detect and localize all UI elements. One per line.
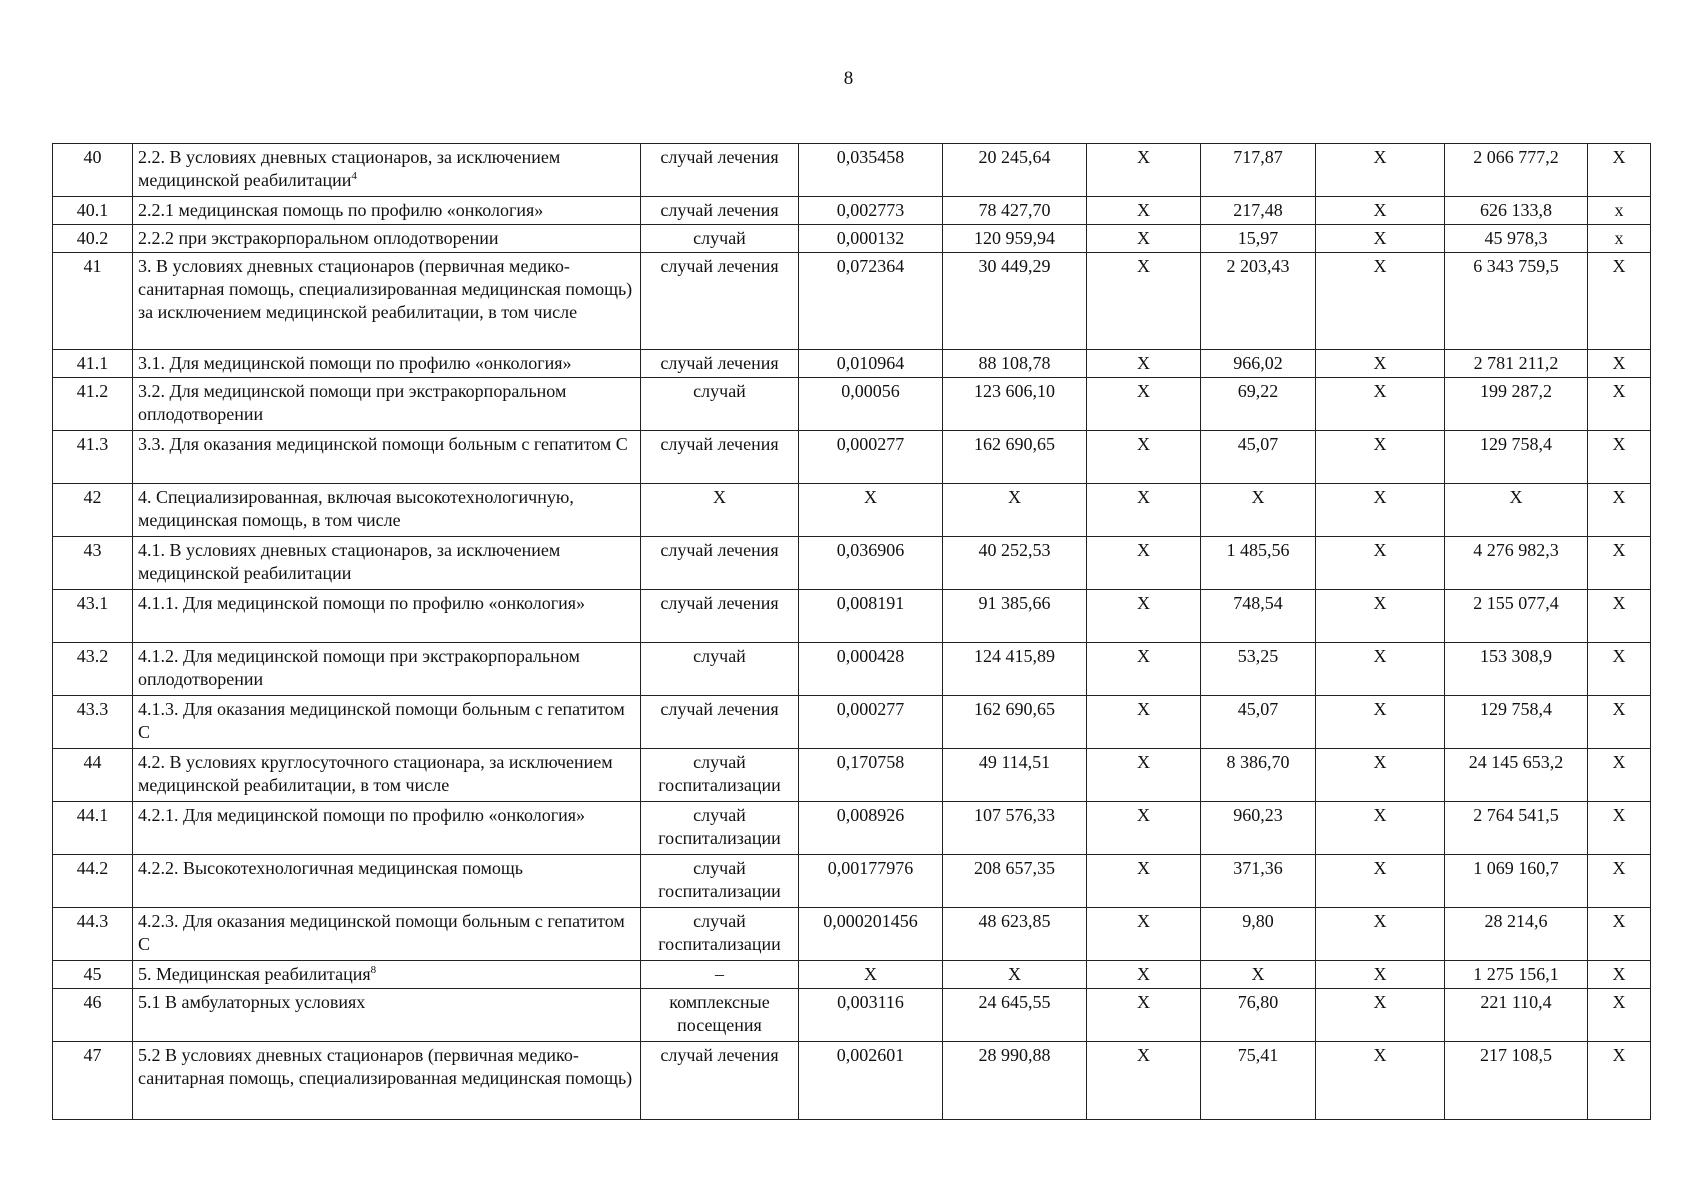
cell-row-number: 44.2 (53, 855, 133, 908)
cell-col-x-3: X (1588, 749, 1651, 802)
cell-col-x-3: X (1588, 1042, 1651, 1120)
cell-cost: 28 990,88 (943, 1042, 1087, 1120)
cell-per-capita: 966,02 (1201, 350, 1316, 378)
cell-norm: 0,00056 (799, 378, 943, 431)
row-name-text: 4.1.3. Для оказания медицинской помощи больным с гепатитом С (138, 699, 625, 742)
cell-row-number: 44.3 (53, 908, 133, 961)
cell-row-number: 42 (53, 484, 133, 537)
row-name-text: 2.2.2 при экстракорпоральном оплодотворении (138, 228, 499, 248)
cell-col-x-2: X (1316, 484, 1445, 537)
cell-unit: случай лечения (641, 1042, 799, 1120)
cell-unit: комплексные посещения (641, 989, 799, 1042)
footnote-marker: 4 (351, 170, 357, 182)
cell-col-x-1: X (1087, 1042, 1201, 1120)
cell-col-x-2: X (1316, 378, 1445, 431)
cell-unit: случай лечения (641, 350, 799, 378)
cell-total-cost: 45 978,3 (1445, 225, 1588, 253)
cell-norm: 0,008191 (799, 590, 943, 643)
table-row (53, 537, 1651, 590)
cell-per-capita: 2 203,43 (1201, 253, 1316, 350)
cell-row-name (133, 802, 641, 855)
cell-norm: 0,000201456 (799, 908, 943, 961)
cell-norm: 0,036906 (799, 537, 943, 590)
cell-total-cost: 626 133,8 (1445, 197, 1588, 225)
cell-row-name (133, 961, 641, 989)
cell-unit: случай госпитализации (641, 908, 799, 961)
cell-norm: 0,000277 (799, 696, 943, 749)
cell-per-capita: 53,25 (1201, 643, 1316, 696)
row-name-text: 4.1.1. Для медицинской помощи по профилю «онкология» (138, 593, 585, 613)
cell-total-cost: 2 155 077,4 (1445, 590, 1588, 643)
cell-row-number: 43.3 (53, 696, 133, 749)
cell-col-x-3: x (1588, 197, 1651, 225)
cell-col-x-2: X (1316, 802, 1445, 855)
cell-col-x-2: X (1316, 696, 1445, 749)
cell-unit: случай госпитализации (641, 855, 799, 908)
footnote-marker: 8 (370, 964, 377, 976)
table-row (53, 802, 1651, 855)
cell-norm: 0,002773 (799, 197, 943, 225)
cell-unit: случай (641, 643, 799, 696)
cell-col-x-2: X (1316, 989, 1445, 1042)
cell-row-name (133, 144, 641, 197)
cell-col-x-2: X (1316, 537, 1445, 590)
cell-row-number: 43.1 (53, 590, 133, 643)
cell-norm: X (799, 484, 943, 537)
cell-row-number: 40.2 (53, 225, 133, 253)
cell-col-x-2: X (1316, 855, 1445, 908)
table-row (53, 855, 1651, 908)
cell-cost: 107 576,33 (943, 802, 1087, 855)
cell-col-x-2: X (1316, 431, 1445, 484)
cell-cost: 124 415,89 (943, 643, 1087, 696)
cell-norm: 0,000132 (799, 225, 943, 253)
cell-row-name (133, 431, 641, 484)
cell-col-x-1: X (1087, 144, 1201, 197)
table-row (53, 643, 1651, 696)
cell-row-number: 41 (53, 253, 133, 350)
cell-row-number: 41.2 (53, 378, 133, 431)
cell-col-x-2: X (1316, 643, 1445, 696)
cell-per-capita: 1 485,56 (1201, 537, 1316, 590)
cell-per-capita: 371,36 (1201, 855, 1316, 908)
cell-total-cost: 4 276 982,3 (1445, 537, 1588, 590)
cell-col-x-1: X (1087, 253, 1201, 350)
cell-col-x-3: X (1588, 961, 1651, 989)
cell-unit: – (641, 961, 799, 989)
cell-row-name (133, 643, 641, 696)
cell-per-capita: 45,07 (1201, 431, 1316, 484)
cell-col-x-3: X (1588, 484, 1651, 537)
cell-row-name (133, 696, 641, 749)
cell-row-number: 46 (53, 989, 133, 1042)
table-row (53, 961, 1651, 989)
cell-norm: 0,170758 (799, 749, 943, 802)
cell-cost: 40 252,53 (943, 537, 1087, 590)
cell-col-x-3: X (1588, 908, 1651, 961)
table-row (53, 696, 1651, 749)
cell-row-number: 45 (53, 961, 133, 989)
row-name-text: 2.2.1 медицинская помощь по профилю «онкология» (138, 200, 544, 220)
cell-total-cost: 129 758,4 (1445, 696, 1588, 749)
cell-row-name (133, 590, 641, 643)
cell-cost: 24 645,55 (943, 989, 1087, 1042)
table-body (53, 144, 1651, 1120)
cell-per-capita: 45,07 (1201, 696, 1316, 749)
cell-cost: 20 245,64 (943, 144, 1087, 197)
cell-unit: случай лечения (641, 197, 799, 225)
cell-row-name (133, 1042, 641, 1120)
row-name-text: 3.2. Для медицинской помощи при экстракорпоральном оплодотворении (138, 381, 567, 424)
cell-per-capita: 748,54 (1201, 590, 1316, 643)
cell-col-x-1: X (1087, 749, 1201, 802)
cell-row-number: 43 (53, 537, 133, 590)
cell-col-x-3: X (1588, 590, 1651, 643)
table-row (53, 253, 1651, 350)
table-row (53, 350, 1651, 378)
cell-cost: X (943, 961, 1087, 989)
cell-total-cost: 199 287,2 (1445, 378, 1588, 431)
page-number: 8 (843, 68, 854, 89)
table-row (53, 144, 1651, 197)
cell-col-x-2: X (1316, 908, 1445, 961)
cell-row-number: 40 (53, 144, 133, 197)
cell-total-cost: 129 758,4 (1445, 431, 1588, 484)
cell-cost: 30 449,29 (943, 253, 1087, 350)
cell-norm: 0,00177976 (799, 855, 943, 908)
cell-col-x-3: X (1588, 253, 1651, 350)
cell-cost: X (943, 484, 1087, 537)
cell-row-number: 44.1 (53, 802, 133, 855)
cell-col-x-3: X (1588, 431, 1651, 484)
cell-total-cost: 2 764 541,5 (1445, 802, 1588, 855)
cell-per-capita: 217,48 (1201, 197, 1316, 225)
cell-row-number: 47 (53, 1042, 133, 1120)
row-name-text: 3. В условиях дневных стационаров (первичная медико-санитарная помощь, специализированная медицинская помощь) за исключением медицинской реабилитации, в том числе (138, 256, 633, 322)
cell-col-x-3: X (1588, 855, 1651, 908)
cell-col-x-1: X (1087, 197, 1201, 225)
cell-norm: 0,000428 (799, 643, 943, 696)
cell-cost: 120 959,94 (943, 225, 1087, 253)
table-row (53, 989, 1651, 1042)
cell-row-name (133, 197, 641, 225)
cell-cost: 49 114,51 (943, 749, 1087, 802)
cell-col-x-2: X (1316, 253, 1445, 350)
cell-col-x-1: X (1087, 961, 1201, 989)
cell-row-name (133, 225, 641, 253)
cell-per-capita: X (1201, 961, 1316, 989)
row-name-text: 2.2. В условиях дневных стационаров, за исключением медицинской реабилитации (138, 147, 561, 190)
table-row (53, 484, 1651, 537)
cell-col-x-2: X (1316, 350, 1445, 378)
cell-col-x-3: X (1588, 144, 1651, 197)
cell-col-x-1: X (1087, 696, 1201, 749)
cell-row-number: 40.1 (53, 197, 133, 225)
cell-cost: 88 108,78 (943, 350, 1087, 378)
row-name-text: 4.2.3. Для оказания медицинской помощи больным с гепатитом С (138, 911, 625, 954)
cell-cost: 162 690,65 (943, 431, 1087, 484)
cell-cost: 91 385,66 (943, 590, 1087, 643)
cell-row-name (133, 253, 641, 350)
cell-unit: случай (641, 225, 799, 253)
cell-col-x-3: X (1588, 989, 1651, 1042)
cell-per-capita: 9,80 (1201, 908, 1316, 961)
cell-col-x-1: X (1087, 855, 1201, 908)
financing-table (52, 143, 1651, 1120)
cell-unit: случай госпитализации (641, 802, 799, 855)
cell-total-cost: 153 308,9 (1445, 643, 1588, 696)
cell-row-name (133, 350, 641, 378)
cell-unit: случай лечения (641, 590, 799, 643)
cell-cost: 208 657,35 (943, 855, 1087, 908)
cell-col-x-2: X (1316, 590, 1445, 643)
cell-row-name (133, 537, 641, 590)
cell-row-name (133, 749, 641, 802)
cell-col-x-1: X (1087, 225, 1201, 253)
cell-col-x-1: X (1087, 537, 1201, 590)
cell-unit: случай (641, 378, 799, 431)
cell-per-capita: 960,23 (1201, 802, 1316, 855)
cell-col-x-1: X (1087, 643, 1201, 696)
cell-norm: 0,002601 (799, 1042, 943, 1120)
row-name-text: 5.1 В амбулаторных условиях (138, 992, 366, 1012)
cell-col-x-3: x (1588, 225, 1651, 253)
cell-col-x-2: X (1316, 1042, 1445, 1120)
cell-unit: случай госпитализации (641, 749, 799, 802)
cell-unit: X (641, 484, 799, 537)
cell-cost: 78 427,70 (943, 197, 1087, 225)
cell-row-number: 41.3 (53, 431, 133, 484)
row-name-text: 3.1. Для медицинской помощи по профилю «онкология» (138, 353, 572, 373)
cell-total-cost: 221 110,4 (1445, 989, 1588, 1042)
cell-norm: 0,072364 (799, 253, 943, 350)
table-row (53, 378, 1651, 431)
cell-per-capita: X (1201, 484, 1316, 537)
cell-col-x-1: X (1087, 989, 1201, 1042)
cell-col-x-3: X (1588, 378, 1651, 431)
row-name-text: 3.3. Для оказания медицинской помощи больным с гепатитом С (138, 434, 628, 454)
cell-norm: X (799, 961, 943, 989)
cell-col-x-3: X (1588, 802, 1651, 855)
cell-norm: 0,000277 (799, 431, 943, 484)
cell-total-cost: 1 069 160,7 (1445, 855, 1588, 908)
cell-col-x-2: X (1316, 197, 1445, 225)
table-row (53, 1042, 1651, 1120)
cell-total-cost: 1 275 156,1 (1445, 961, 1588, 989)
cell-col-x-1: X (1087, 590, 1201, 643)
table-row (53, 908, 1651, 961)
table-row (53, 225, 1651, 253)
cell-row-name (133, 989, 641, 1042)
table-row (53, 197, 1651, 225)
cell-row-number: 41.1 (53, 350, 133, 378)
row-name-text: 5. Медицинская реабилитация (138, 964, 371, 984)
cell-unit: случай лечения (641, 253, 799, 350)
cell-col-x-3: X (1588, 696, 1651, 749)
cell-per-capita: 717,87 (1201, 144, 1316, 197)
table-row (53, 590, 1651, 643)
row-name-text: 4.2.2. Высокотехнологичная медицинская помощь (138, 858, 523, 878)
cell-total-cost: 28 214,6 (1445, 908, 1588, 961)
cell-col-x-1: X (1087, 350, 1201, 378)
cell-total-cost: 24 145 653,2 (1445, 749, 1588, 802)
cell-col-x-2: X (1316, 225, 1445, 253)
cell-total-cost: 2 066 777,2 (1445, 144, 1588, 197)
cell-col-x-1: X (1087, 484, 1201, 537)
table-row (53, 749, 1651, 802)
row-name-text: 4.2.1. Для медицинской помощи по профилю «онкология» (138, 805, 585, 825)
cell-col-x-3: X (1588, 350, 1651, 378)
cell-col-x-1: X (1087, 431, 1201, 484)
cell-per-capita: 15,97 (1201, 225, 1316, 253)
cell-cost: 162 690,65 (943, 696, 1087, 749)
row-name-text: 4.1.2. Для медицинской помощи при экстракорпоральном оплодотворении (138, 646, 580, 689)
row-name-text: 4.1. В условиях дневных стационаров, за исключением медицинской реабилитации (138, 540, 561, 583)
cell-unit: случай лечения (641, 431, 799, 484)
cell-total-cost: 2 781 211,2 (1445, 350, 1588, 378)
cell-row-name (133, 484, 641, 537)
cell-unit: случай лечения (641, 696, 799, 749)
cell-norm: 0,010964 (799, 350, 943, 378)
cell-total-cost: 217 108,5 (1445, 1042, 1588, 1120)
cell-unit: случай лечения (641, 537, 799, 590)
row-name-text: 5.2 В условиях дневных стационаров (первичная медико-санитарная помощь, специализированная медицинская помощь) (138, 1045, 633, 1088)
cell-col-x-1: X (1087, 378, 1201, 431)
cell-col-x-3: X (1588, 643, 1651, 696)
cell-col-x-2: X (1316, 749, 1445, 802)
cell-col-x-1: X (1087, 802, 1201, 855)
cell-norm: 0,035458 (799, 144, 943, 197)
cell-per-capita: 8 386,70 (1201, 749, 1316, 802)
cell-col-x-2: X (1316, 961, 1445, 989)
cell-row-name (133, 378, 641, 431)
cell-col-x-3: X (1588, 537, 1651, 590)
cell-per-capita: 76,80 (1201, 989, 1316, 1042)
cell-cost: 48 623,85 (943, 908, 1087, 961)
row-name-text: 4.2. В условиях круглосуточного стационара, за исключением медицинской реабилитации, в том числе (138, 752, 613, 795)
cell-norm: 0,008926 (799, 802, 943, 855)
cell-col-x-1: X (1087, 908, 1201, 961)
cell-cost: 123 606,10 (943, 378, 1087, 431)
cell-unit: случай лечения (641, 144, 799, 197)
cell-per-capita: 69,22 (1201, 378, 1316, 431)
cell-col-x-2: X (1316, 144, 1445, 197)
cell-total-cost: 6 343 759,5 (1445, 253, 1588, 350)
cell-row-name (133, 908, 641, 961)
cell-total-cost: X (1445, 484, 1588, 537)
row-name-text: 4. Специализированная, включая высокотехнологичную, медицинская помощь, в том числе (138, 487, 574, 530)
cell-norm: 0,003116 (799, 989, 943, 1042)
cell-row-name (133, 855, 641, 908)
cell-row-number: 43.2 (53, 643, 133, 696)
cell-row-number: 44 (53, 749, 133, 802)
cell-per-capita: 75,41 (1201, 1042, 1316, 1120)
table-row (53, 431, 1651, 484)
